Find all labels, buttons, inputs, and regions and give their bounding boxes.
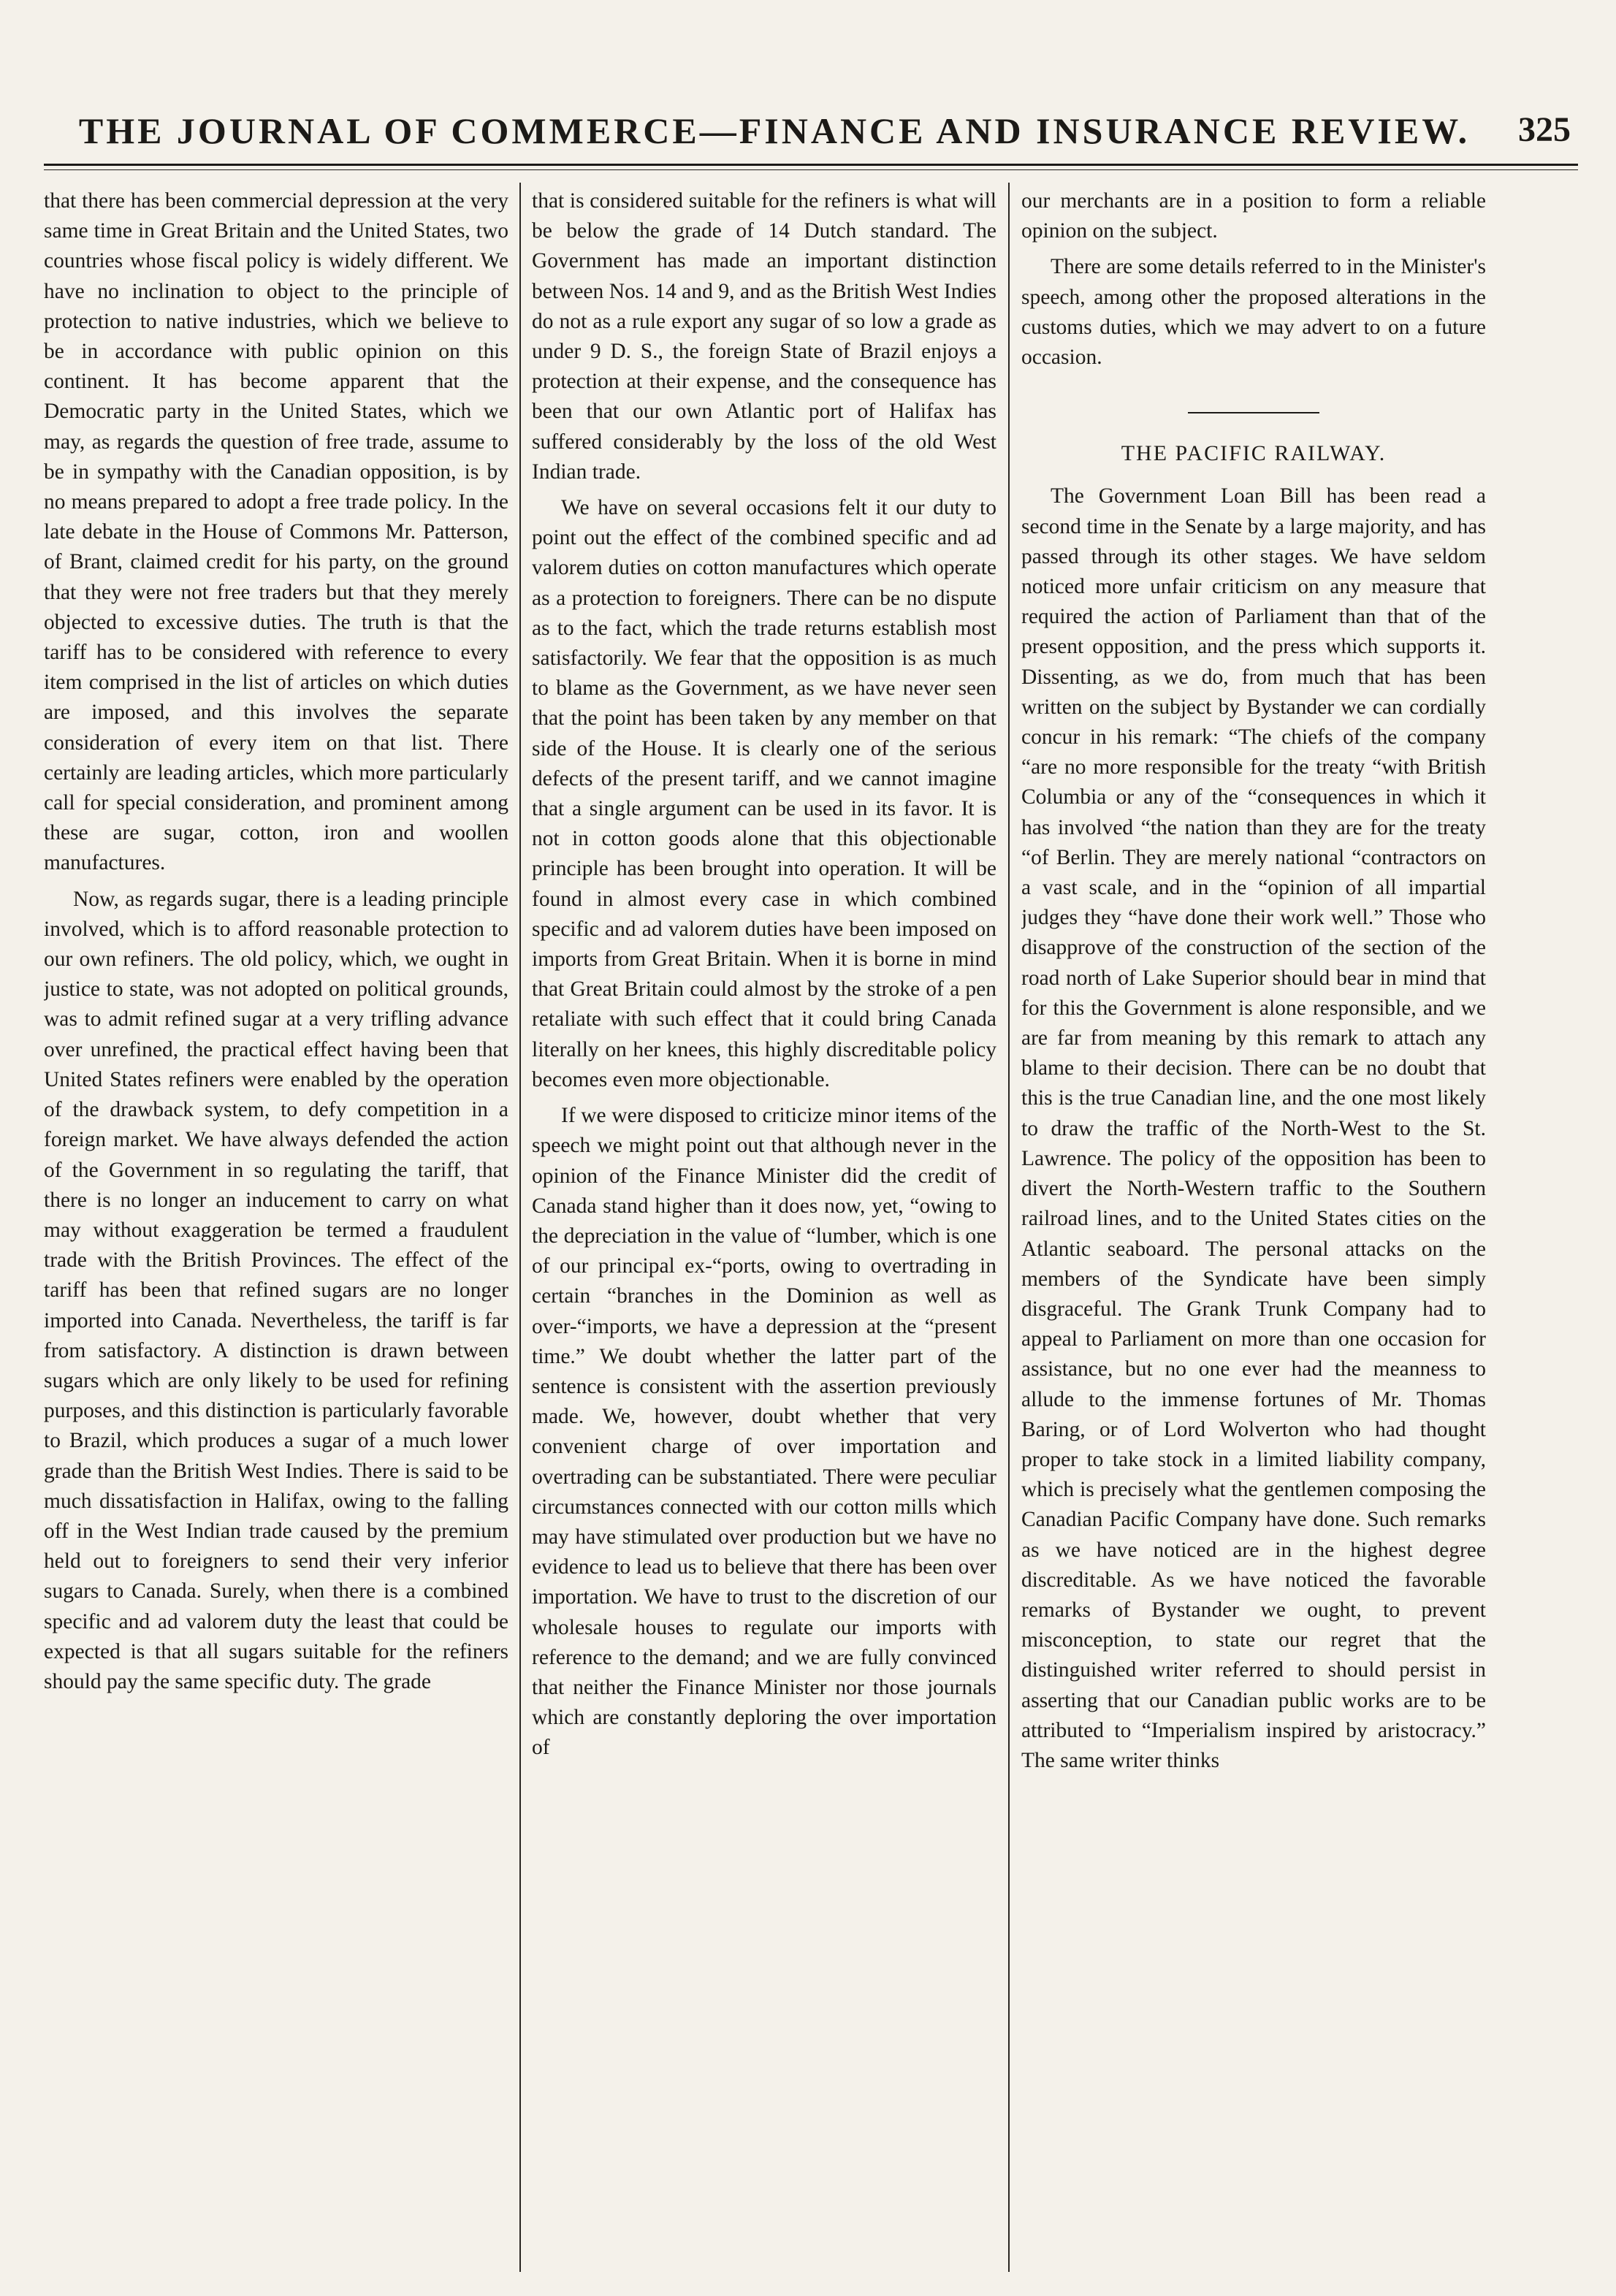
paragraph: our merchants are in a position to form a reliable opinion on the subject. (1021, 189, 1486, 243)
column-divider-2 (1008, 183, 1010, 2272)
paragraph: We have on several occasions felt it our duty to point out the effect of the combined specific and ad valorem duties on cotton manufactures which operate as a protection to foreigners. There can be no dispute as to the fact, which the trade returns establish most satisfactorily. We fear that the opposition is as much to blame as the Government, as we have never seen that the point has been taken by any member on that side of the House. It is clearly one of the serious defects of the present tariff, and we cannot imagine that a single argument can be used in its favor. It is not in cotton goods alone that this objectionable principle has been brought into operation. It will be found in almost every case in which combined specific and ad valorem duties have been imposed on imports from Great Britain. When it is borne in mind that Great Britain could almost by the stroke of a pen retaliate with such effect that it could bring Canada literally on her knees, this highly discreditable policy becomes even more objectionable. (532, 496, 996, 1091)
paragraph: If we were disposed to criticize minor items of the speech we might point out that although never in the opinion of the Finance Minister did the credit of Canada stand higher than it does now, yet, “owing to the depreciation in the value of “lumber, which is one of our principal ex-“ports, owing to overtrading in certain “branches in the Dominion as well as over-“imports, we have a depression at the “present time.” We doubt whether the latter part of the sentence is consistent with the assertion previously made. We, however, doubt whether that very convenient charge of over importation and overtrading can be substantiated. There were peculiar circumstances connected with our cotton mills which may have stimulated over production but we have no evidence to lead us to believe that there has been over importation. We have to trust to the discretion of our wholesale houses to regulate our imports with reference to the demand; and we are fully convinced that neither the Finance Minister nor those journals which are constantly deploring the over importation of (532, 1104, 996, 1760)
paragraph: Now, as regards sugar, there is a leading principle involved, which is to afford reasonable protection to our own refiners. The old policy, which, we ought in justice to state, was not adopted on political grounds, was to admit refined sugar at a very trifling advance over unrefined, the practical effect having been that United States refiners were enabled by the operation of the drawback system, to defy competition in a foreign market. We have always defended the action of the Government in so regulating the tariff, that there is no longer an inducement to carry on what may without exaggeration be termed a fraudulent trade with the British Provinces. The effect of the tariff has been that refined sugars are no longer imported into Canada. Nevertheless, the tariff is far from satisfactory. A distinction is drawn between sugars which are only likely to be used for refining purposes, and this distinction is particularly favorable to Brazil, which produces a sugar of a much lower grade than the British West Indies. There is said to be much dissatisfaction in Halifax, owing to the falling off in the West Indian trade caused by the premium held out to foreigners to send their very inferior sugars to Canada. Surely, when there is a combined specific and ad valorem duty the least that could be expected is that all sugars suitable for the refiners should pay the same specific duty. The grade (44, 887, 508, 1693)
page-number: 325 (1518, 110, 1571, 149)
paragraph: The Government Loan Bill has been read a second time in the Senate by a large majority, and has passed through its other stages. We have seldom noticed more unfair criticism on any measure that required the action of Parliament than that of the present opposition, and the press which supports it. Dissenting, as we do, from much that has been written on the subject by Bystander we can cordially concur in his remark: “The chiefs of the company “are no more responsible for the treaty “with British Columbia or any of the “consequences in which it has involved “the nation than they are for the treaty “of Berlin. They are merely national “contractors on a vast scale, and in the “opinion of all impartial judges they “have done their work well.” Those who disapprove of the construction of the section of the road north of Lake Superior should bear in mind that for this the Government is alone responsible, and we are far from meaning by this remark to attach any blame to their decision. There can be no doubt that this is the true Canadian line, and the one most likely to draw the traffic of the North-West to the St. Lawrence. The policy of the opposition has been to divert the North-Western traffic to the Southern railroad lines, and to the United States cities on the Atlantic seaboard. The personal attacks on the members of the Syndicate have been simply disgraceful. The Grank Trunk Company had to appeal to Parliament on more than one occasion for assistance, but no one ever had the meanness to allude to the immense fortunes of Mr. Thomas Baring, or of Lord Wolverton who had thought proper to take stock in a limited liability company, which is precisely what the gentlemen composing the Canadian Pacific Company have done. Such remarks as we have noticed are in the highest degree discreditable. As we have noticed the favorable remarks of Bystander we ought, to prevent misconception, to state our regret that the distinguished writer referred to should persist in asserting that our Canadian public works are to be attributed to “Imperialism inspired by aristocracy.” The same writer thinks (1021, 484, 1486, 1772)
paragraph: that is considered suitable for the refiners is what will be below the grade of 14 Dutch standard. The Government has made an important distinction between Nos. 14 and 9, and as the British West Indies do not as a rule export any sugar of so low a grade as under 9 D. S., the foreign State of Brazil enjoys a protection at their expense, and the consequence has been that our own Atlantic port of Halifax has suffered considerably by the loss of the old West Indian trade. (532, 189, 996, 484)
header-rule-thin (44, 169, 1578, 170)
journal-title: THE JOURNAL OF COMMERCE—FINANCE AND INSURANCE REVIEW. (78, 110, 1471, 151)
column-2 (532, 186, 996, 2283)
paragraph: that there has been commercial depression at the very same time in Great Britain and the United States, two countries whose fiscal policy is widely different. We have no inclination to object to the principle of protection to native industries, which we believe to be in accordance with public opinion on this continent. It has become apparent that the Democratic party in the United States, which we may, as regards the question of free trade, assume to be in sympathy with the Canadian opposition, is by no means prepared to adopt a free trade policy. In the late debate in the House of Commons Mr. Patterson, of Brant, claimed credit for his party, on the ground that they were not free traders but that they merely objected to excessive duties. The truth is that the tariff has to be considered with reference to every item comprised in the list of articles on which duties are imposed, and this involves the separate consideration of every item on that list. There certainly are leading articles, which more particularly call for special consideration, and prominent among these are sugar, cotton, iron and woollen manufactures. (44, 189, 508, 875)
section-divider (1188, 412, 1319, 413)
column-1 (44, 186, 508, 2283)
paragraph: There are some details referred to in the Minister's speech, among other the proposed alterations in the customs duties, which we may advert to on a future occasion. (1021, 255, 1486, 370)
article-heading: THE PACIFIC RAILWAY. (1121, 441, 1387, 466)
header-rule (44, 164, 1578, 166)
column-3 (1021, 186, 1486, 2283)
column-divider-1 (519, 183, 521, 2272)
